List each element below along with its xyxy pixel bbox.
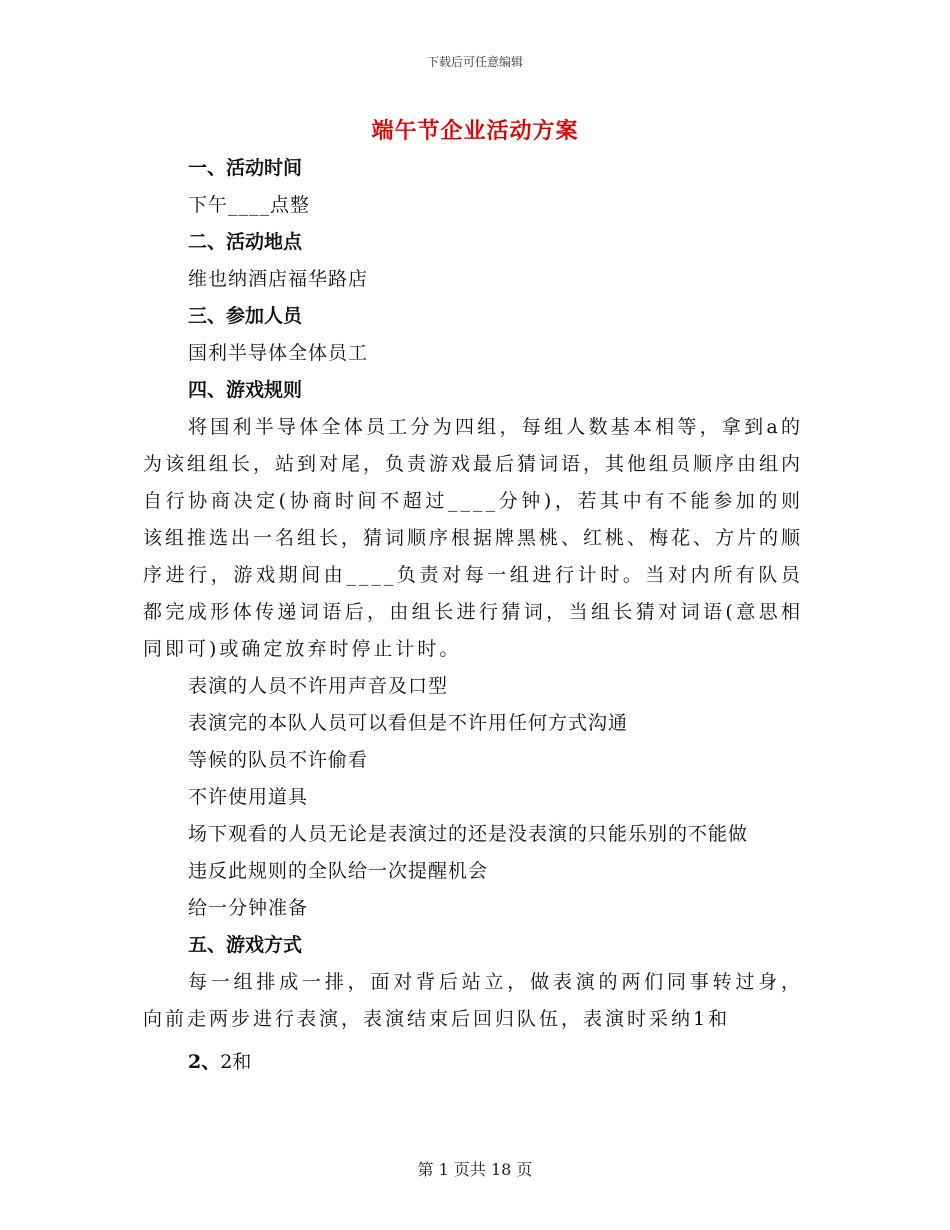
document-body — [143, 150, 803, 1081]
section-heading-time: 一、活动时间 — [188, 157, 303, 179]
numbered-item — [143, 1044, 803, 1081]
rule-item: 场下观看的人员无论是表演过的还是没表演的只能乐别的不能做 — [188, 823, 749, 845]
numbered-item-text: 2和 — [220, 1051, 252, 1073]
section-body-time: 下午____点整 — [188, 194, 311, 216]
rule-item: 表演完的本队人员可以看但是不许用任何方式沟通 — [188, 712, 629, 734]
rule-item: 违反此规则的全队给一次提醒机会 — [188, 860, 489, 882]
section-heading-rules: 四、游戏规则 — [188, 379, 303, 401]
section-body-location: 维也纳酒店福华路店 — [188, 268, 369, 290]
page-header: 下载后可任意编辑 — [426, 55, 523, 69]
section-heading-method: 五、游戏方式 — [188, 934, 303, 956]
rules-paragraph: 将国利半导体全体员工分为四组，每组人数基本相等，拿到a的为该组组长，站到对尾，负责游戏最后猜词语，其他组员顺序由组内自行协商决定(协商时间不超过____分钟)，若其中有不能参加的则该组推选出一名组长，猜词顺序根据牌黑桃、红桃、梅花、方片的顺序进行，游戏期间由____负责对每一组进行计时。当对内所有队员都完成形体传递词语后，由组长进行猜词，当组长猜对词语(意思相同即可)或确定放弃时停止计时。 — [143, 416, 804, 660]
document-title: 端午节企业活动方案 — [371, 118, 579, 144]
numbered-item-number: 2、 — [188, 1051, 221, 1073]
rule-item: 给一分钟准备 — [188, 897, 309, 919]
section-body-participants: 国利半导体全体员工 — [188, 342, 369, 364]
rule-item: 不许使用道具 — [188, 786, 309, 808]
rule-item: 表演的人员不许用声音及口型 — [188, 675, 449, 697]
rule-item: 等候的队员不许偷看 — [188, 749, 369, 771]
section-heading-location: 二、活动地点 — [188, 231, 303, 253]
method-paragraph: 每一组排成一排，面对背后站立，做表演的两们同事转过身，向前走两步进行表演，表演结束后回归队伍，表演时采纳1和 — [143, 971, 803, 1030]
section-heading-participants: 三、参加人员 — [188, 305, 303, 327]
page-footer: 第 1 页共 18 页 — [417, 1160, 533, 1179]
